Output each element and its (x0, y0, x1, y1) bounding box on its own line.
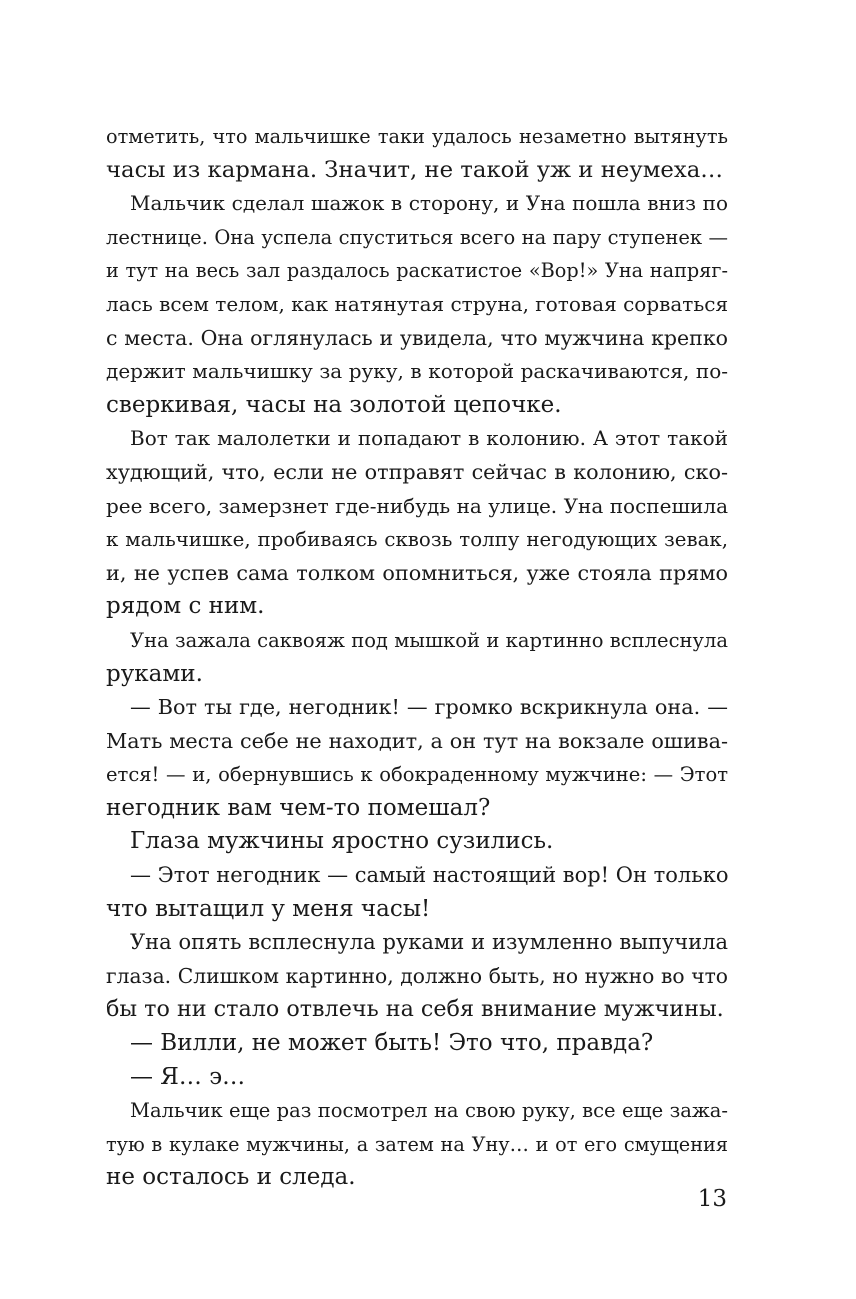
text-line: часы из кармана. Значит, не такой уж и неумеха… (106, 156, 724, 183)
text-line: к мальчишке, пробиваясь сквозь толпу негодующих зевак, (106, 528, 728, 552)
text-line: лестнице. Она успела спуститься всего на пару ступенек — (106, 225, 728, 249)
text-line: сверкивая, часы на золотой цепочке. (106, 391, 562, 418)
text-line: Мальчик еще раз посмотрел на свою руку, все еще зажа- (130, 1099, 728, 1123)
page-number: 13 (697, 1186, 727, 1212)
text-line: Глаза мужчины яростно сузились. (130, 828, 554, 855)
text-line: лась всем телом, как натянутая струна, готовая сорваться (106, 291, 729, 316)
text-line: бы то ни стало отвлечь на себя внимание мужчины. (106, 996, 724, 1023)
text-line: и тут на весь зал раздалось раскатистое «Вор!» Уна напряг- (106, 259, 728, 283)
text-line: — Этот негодник — самый настоящий вор! Он только (130, 863, 729, 888)
text-line: с места. Она оглянулась и увидела, что мужчина крепко (106, 325, 728, 350)
text-line: не осталось и следа. (106, 1164, 356, 1191)
text-line: рее всего, замерзнет где-нибудь на улице. Уна поспешила (106, 493, 728, 518)
text-line: ется! — и, обернувшись к обокраденному мужчине: — Этот (106, 763, 728, 787)
text-line: Вот так малолетки и попадают в колонию. А этот такой (130, 426, 728, 451)
text-line: руками. (106, 660, 203, 687)
text-line: — Вилли, не может быть! Это что, правда? (130, 1030, 654, 1057)
text-line: Мальчик сделал шажок в сторону, и Уна пошла вниз по (130, 191, 728, 216)
body-text (106, 120, 728, 1195)
text-line: негодник вам чем-то помешал? (106, 794, 491, 821)
text-line: отметить, что мальчишке таки удалось незаметно вытянуть (106, 125, 728, 148)
text-line: Уна опять всплеснула руками и изумленно выпучила (130, 930, 728, 955)
text-line: что вытащил у меня часы! (106, 895, 431, 922)
text-line: держит мальчишку за руку, в которой раскачиваются, по- (106, 359, 728, 384)
text-line: рядом с ним. (106, 593, 265, 620)
text-line: — Вот ты где, негодник! — громко вскрикнула она. — (130, 695, 728, 720)
text-line: — Я… э… (130, 1063, 246, 1090)
text-line: Уна зажала саквояж под мышкой и картинно всплеснула (130, 628, 728, 652)
text-line: худющий, что, если не отправят сейчас в колонию, ско- (106, 459, 728, 484)
text-line: глаза. Слишком картинно, должно быть, но нужно во что (106, 963, 728, 988)
text-line: и, не успев сама толком опомниться, уже стояла прямо (106, 560, 728, 585)
text-line: тую в кулаке мужчины, а затем на Уну… и от его смущения (106, 1132, 728, 1156)
text-line: Мать места себе не находит, а он тут на вокзале ошива- (106, 728, 728, 753)
